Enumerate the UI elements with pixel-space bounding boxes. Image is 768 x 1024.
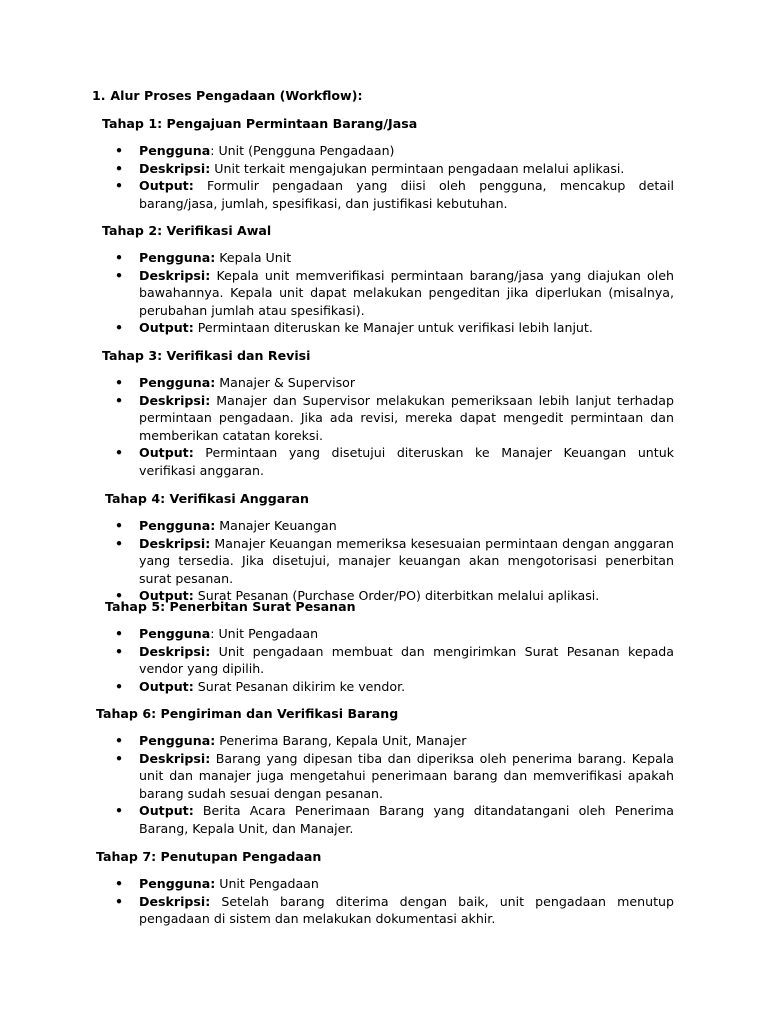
- list-item: • Pengguna: Unit Pengadaan: [139, 625, 674, 643]
- list-item: • Pengguna: Manajer & Supervisor: [139, 374, 674, 392]
- list-item: • Pengguna: Penerima Barang, Kepala Unit, Manajer: [139, 732, 674, 750]
- stage-6-heading: Tahap 6: Pengiriman dan Verifikasi Barang: [96, 706, 399, 721]
- stage-2-list: [139, 249, 674, 337]
- stage-4-heading: Tahap 4: Verifikasi Anggaran: [105, 491, 309, 506]
- stage-5-list: [139, 625, 674, 695]
- title-number: 1.: [92, 88, 106, 103]
- stage-7-list: [139, 875, 674, 928]
- stage-7-heading: Tahap 7: Penutupan Pengadaan: [96, 849, 322, 864]
- list-item: • Output: Surat Pesanan (Purchase Order/PO) diterbitkan melalui aplikasi.: [139, 587, 674, 605]
- stage-1-list: [139, 142, 674, 212]
- list-item: • Deskripsi: Unit terkait mengajukan permintaan pengadaan melalui aplikasi.: [139, 160, 674, 178]
- list-item: • Deskripsi: Barang yang dipesan tiba dan diperiksa oleh penerima barang. Kepala unit dan manajer juga mengetahui penerimaan barang dan memverifikasi apakah barang sudah sesuai dengan pesanan.: [139, 750, 674, 803]
- list-item: • Output: Permintaan yang disetujui diteruskan ke Manajer Keuangan untuk verifikasi anggaran.: [139, 444, 674, 479]
- list-item: • Pengguna: Unit Pengadaan: [139, 875, 674, 893]
- list-item: • Output: Formulir pengadaan yang diisi oleh pengguna, mencakup detail barang/jasa, jumlah, spesifikasi, dan justifikasi kebutuhan.: [139, 177, 674, 212]
- stage-3-heading: Tahap 3: Verifikasi dan Revisi: [102, 348, 311, 363]
- list-item: • Deskripsi: Setelah barang diterima dengan baik, unit pengadaan menutup pengadaan di sistem dan melakukan dokumentasi akhir.: [139, 893, 674, 928]
- title-text: Alur Proses Pengadaan (Workflow):: [110, 88, 363, 103]
- list-item: • Deskripsi: Manajer Keuangan memeriksa kesesuaian permintaan dengan anggaran yang tersedia. Jika disetujui, manajer keuangan akan mengotorisasi penerbitan surat pesanan.: [139, 535, 674, 588]
- list-item: • Output: Permintaan diteruskan ke Manajer untuk verifikasi lebih lanjut.: [139, 319, 674, 337]
- stage-5-heading: Tahap 5: Penerbitan Surat Pesanan: [105, 599, 356, 614]
- stage-1-heading: Tahap 1: Pengajuan Permintaan Barang/Jasa: [102, 116, 418, 131]
- document-title: [92, 87, 363, 105]
- list-item: • Deskripsi: Kepala unit memverifikasi permintaan barang/jasa yang diajukan oleh bawahannya. Kepala unit dapat melakukan pengeditan jika diperlukan (misalnya, perubahan jumlah atau spesifikasi).: [139, 267, 674, 320]
- list-item: • Deskripsi: Unit pengadaan membuat dan mengirimkan Surat Pesanan kepada vendor yang dipilih.: [139, 643, 674, 678]
- list-item: • Deskripsi: Manajer dan Supervisor melakukan pemeriksaan lebih lanjut terhadap permintaan pengadaan. Jika ada revisi, mereka dapat mengedit permintaan dan memberikan catatan koreksi.: [139, 392, 674, 445]
- list-item: • Output: Surat Pesanan dikirim ke vendor.: [139, 678, 674, 696]
- list-item: • Pengguna: Unit (Pengguna Pengadaan): [139, 142, 674, 160]
- list-item: • Pengguna: Kepala Unit: [139, 249, 674, 267]
- stage-2-heading: Tahap 2: Verifikasi Awal: [102, 223, 272, 238]
- list-item: • Output: Berita Acara Penerimaan Barang yang ditandatangani oleh Penerima Barang, Kepala Unit, dan Manajer.: [139, 802, 674, 837]
- list-item: • Pengguna: Manajer Keuangan: [139, 517, 674, 535]
- stage-3-list: [139, 374, 674, 480]
- stage-6-list: [139, 732, 674, 838]
- stage-4-list: [139, 517, 674, 605]
